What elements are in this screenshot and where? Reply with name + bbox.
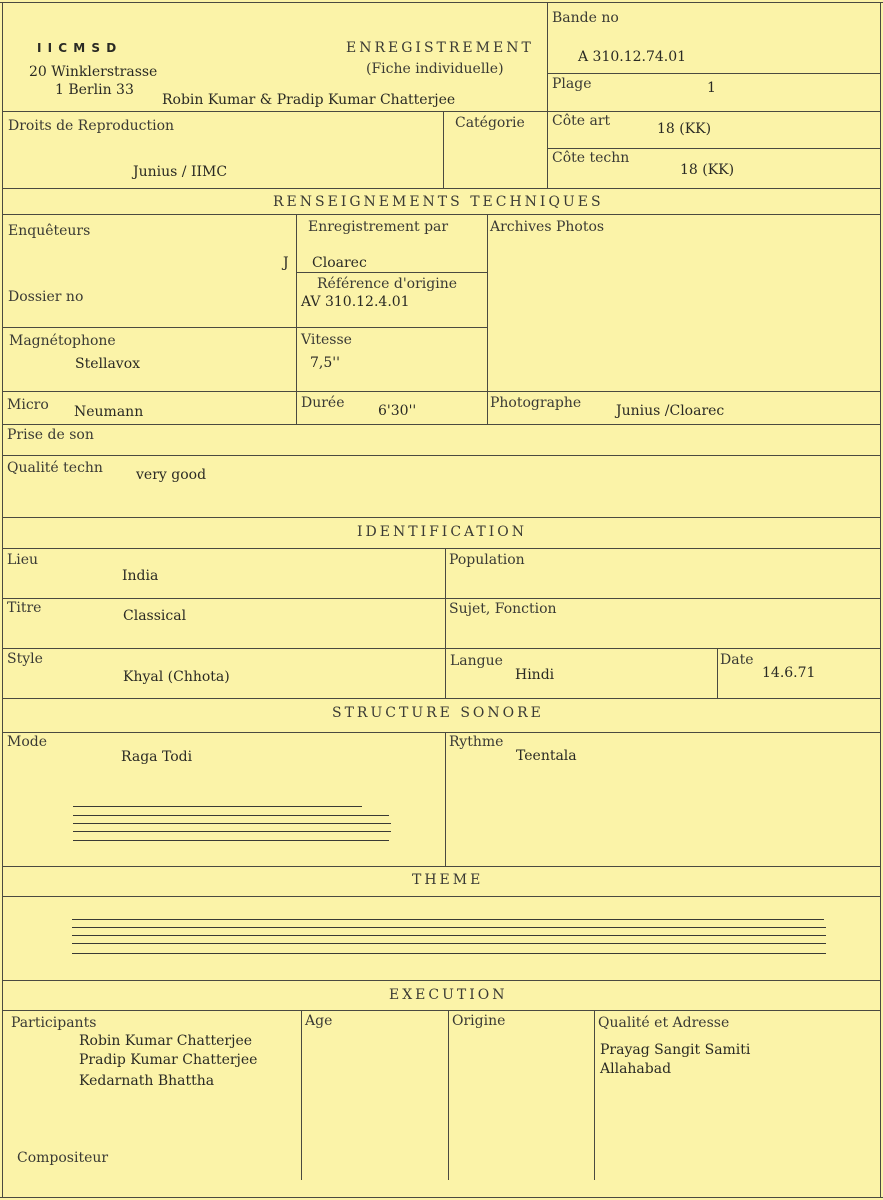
dossier-label: Dossier no: [8, 289, 84, 305]
qualite-divider: [2, 455, 880, 456]
rythme-value: Teentala: [516, 748, 577, 764]
theme-staff-line: [72, 927, 826, 928]
execution-section-title: EXECUTION: [389, 987, 508, 1003]
qualite-adresse-label: Qualité et Adresse: [598, 1015, 730, 1031]
left-border: [2, 2, 3, 1198]
enregistrement-column-right: [487, 214, 488, 424]
participant-name: Pradip Kumar Chatterjee: [79, 1052, 258, 1068]
mode-staff-line: [73, 840, 389, 841]
address-line-1: 20 Winklerstrasse: [29, 64, 158, 80]
artists-name: Robin Kumar & Pradip Kumar Chatterjee: [162, 92, 456, 108]
vitesse-value: 7,5'': [310, 355, 340, 371]
micro-divider: [2, 391, 880, 392]
langue-value: Hindi: [515, 667, 555, 683]
institute-name: I I C M S D: [37, 41, 118, 55]
enregistrement-column-left: [296, 214, 297, 424]
micro-value: Neumann: [74, 404, 144, 420]
structure-bottom-divider: [2, 866, 880, 867]
langue-label: Langue: [450, 653, 503, 669]
lieu-label: Lieu: [7, 552, 39, 568]
date-divider: [717, 648, 718, 698]
qualite-column-divider: [594, 1010, 595, 1180]
categorie-divider: [443, 111, 444, 188]
titre-value: Classical: [123, 608, 187, 624]
cote-art-value: 18 (KK): [657, 121, 712, 137]
age-column-divider: [301, 1010, 302, 1180]
vitesse-label: Vitesse: [301, 332, 352, 348]
form-subtitle: (Fiche individuelle): [366, 61, 504, 77]
plage-label: Plage: [552, 76, 592, 92]
mode-value: Raga Todi: [121, 749, 193, 765]
structure-title-divider: [2, 732, 880, 733]
photographe-label: Photographe: [490, 395, 582, 411]
style-label: Style: [7, 651, 43, 667]
bande-value: A 310.12.74.01: [578, 49, 687, 65]
population-label: Population: [449, 552, 525, 568]
titre-label: Titre: [7, 600, 42, 616]
right-border: [880, 2, 881, 1198]
magnetophone-value: Stellavox: [75, 356, 141, 372]
plage-value: 1: [707, 80, 716, 96]
enqueteurs-label: Enquêteurs: [8, 223, 91, 239]
theme-staff-line: [72, 943, 826, 944]
execution-title-divider: [2, 1010, 880, 1011]
bande-column-divider: [547, 2, 548, 188]
reference-value: AV 310.12.4.01: [301, 294, 410, 310]
origine-column-divider: [448, 1010, 449, 1180]
theme-bottom-divider: [2, 980, 880, 981]
titre-divider: [2, 598, 880, 599]
bottom-border: [0, 1197, 883, 1198]
magnetophone-divider: [2, 327, 487, 328]
style-divider: [2, 648, 880, 649]
archives-photos-label: Archives Photos: [490, 219, 605, 235]
age-label: Age: [305, 1013, 333, 1029]
plage-divider: [547, 73, 880, 74]
categorie-label: Catégorie: [455, 115, 525, 131]
form-title: ENREGISTREMENT: [346, 40, 534, 56]
structure-section-title: STRUCTURE SONORE: [332, 705, 544, 721]
rythme-label: Rythme: [449, 734, 504, 750]
identification-section-title: IDENTIFICATION: [357, 524, 527, 540]
mode-staff-line: [73, 831, 391, 832]
mode-staff-line: [73, 806, 362, 807]
theme-staff-line: [72, 919, 824, 920]
header-bottom-divider: [2, 188, 880, 189]
cote-techn-label: Côte techn: [552, 150, 630, 166]
duree-value: 6'30'': [378, 403, 417, 419]
identification-column-divider: [445, 548, 446, 698]
participants-label: Participants: [11, 1015, 97, 1031]
qualite-techn-label: Qualité techn: [7, 460, 103, 476]
identification-bottom-divider: [2, 698, 880, 699]
prise-divider: [2, 424, 880, 425]
mode-staff-line: [73, 815, 389, 816]
enqueteurs-value: J: [283, 255, 289, 271]
theme-staff-line: [72, 953, 826, 954]
origine-label: Origine: [452, 1013, 506, 1029]
address-line-2: 1 Berlin 33: [55, 82, 134, 98]
top-border: [0, 2, 883, 3]
mode-label: Mode: [7, 734, 48, 750]
droits-label: Droits de Reproduction: [8, 118, 175, 134]
header-row-divider: [2, 111, 880, 112]
cote-art-label: Côte art: [552, 113, 611, 129]
technique-bottom-divider: [2, 517, 880, 518]
qualite-techn-value: very good: [136, 467, 207, 483]
enregistrement-par-label: Enregistrement par: [308, 219, 449, 235]
duree-label: Durée: [301, 395, 345, 411]
photographe-value: Junius /Cloarec: [616, 403, 725, 419]
prise-de-son-label: Prise de son: [7, 427, 94, 443]
cote-divider: [547, 148, 880, 149]
compositeur-label: Compositeur: [17, 1150, 109, 1166]
date-value: 14.6.71: [762, 665, 816, 681]
bande-label: Bande no: [552, 10, 619, 26]
reference-label: Référence d'origine: [317, 276, 458, 292]
micro-label: Micro: [7, 397, 49, 413]
theme-title-divider: [2, 896, 880, 897]
identification-title-divider: [2, 548, 880, 549]
theme-section-title: THEME: [412, 872, 484, 888]
adresse-line: Allahabad: [600, 1061, 672, 1077]
date-label: Date: [720, 652, 754, 668]
mode-staff-line: [73, 823, 391, 824]
technique-section-title: RENSEIGNEMENTS TECHNIQUES: [273, 194, 604, 210]
lieu-value: India: [122, 568, 159, 584]
magnetophone-label: Magnétophone: [9, 333, 116, 349]
reference-divider: [296, 272, 487, 273]
adresse-line: Prayag Sangit Samiti: [600, 1042, 751, 1058]
technique-title-divider: [2, 214, 880, 215]
droits-value: Junius / IIMC: [133, 164, 228, 180]
participant-name: Kedarnath Bhattha: [79, 1073, 215, 1089]
enregistrement-par-value: Cloarec: [312, 255, 367, 271]
cote-techn-value: 18 (KK): [680, 162, 735, 178]
theme-staff-line: [72, 935, 826, 936]
participant-name: Robin Kumar Chatterjee: [79, 1033, 253, 1049]
sujet-label: Sujet, Fonction: [449, 601, 557, 617]
style-value: Khyal (Chhota): [123, 669, 230, 685]
structure-column-divider: [445, 732, 446, 866]
